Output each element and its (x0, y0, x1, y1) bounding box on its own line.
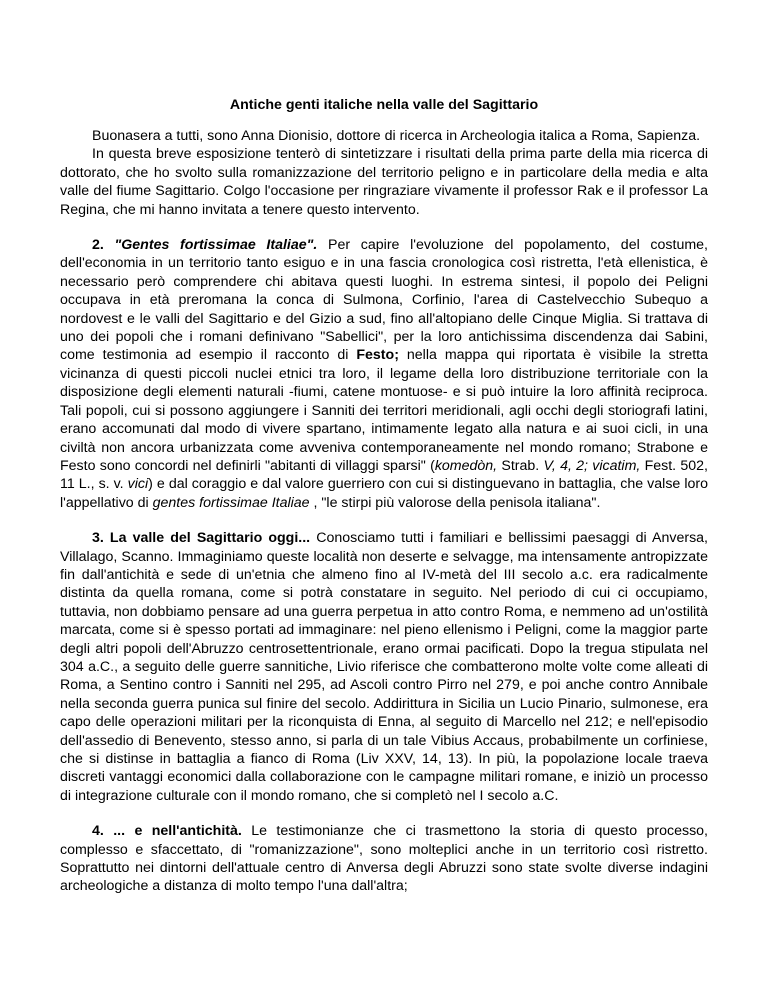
section-2-text-2: nella mappa qui riportata è visibile la stretta vicinanza di questi piccoli nuclei etnici tra loro, il legame della loro distribuzione territoriale con la disposizione degli elementi naturali -fiumi, catene montuose- e si può intuire la loro affinità reciproca. Tali popoli, cui si possono aggiungere i Sanniti dei territori meridionali, agli occhi degli storiografi latini, erano accomunati dal modo di vivere spartano, intimamente legato alla natura e ai suoi cicli, in una civiltà non ancora urbanizzata come avveniva contemporaneamente nel mondo romano; Strabone e Festo sono concordi nel definirli "abitanti di villaggi sparsi" ( (60, 347, 708, 474)
komedon-term: komedòn, (434, 457, 498, 474)
festo-emphasis: Festo; (356, 347, 399, 364)
document-title: Antiche genti italiche nella valle del Sagittario (229, 97, 539, 113)
section-2-text-5: ) e dal coraggio e dal valore guerriero con cui si distinguevano in battaglia, che valse loro l'appellativo di (60, 476, 708, 511)
strabo-reference: V, 4, 2; vicatim, (543, 457, 641, 474)
intro-paragraph-1: Buonasera a tutti, sono Anna Dionisio, dottore di ricerca in Archeologia italica a Roma, Sapienza. (92, 128, 701, 144)
section-4-heading: 4. ... e nell'antichità. (92, 823, 242, 840)
gentes-term: gentes fortissimae Italiae (152, 494, 310, 511)
intro-paragraph-2: In questa breve esposizione tenterò di sintetizzare i risultati della prima parte della mia ricerca di dottorato, che ho svolto sulla romanizzazione del territorio peligno e in particolare della media e alta valle del fiume Sagittario. Colgo l'occasione per ringraziare vivamente il professor Rak e il professor La Regina, che mi hanno invitata a tenere questo intervento. (60, 146, 708, 218)
section-2-paragraph (60, 236, 708, 512)
section-4-paragraph (60, 822, 708, 896)
section-2-text-4: Fest. 502, 11 L., s. v. (60, 457, 708, 493)
section-3-heading: 3. La valle del Sagittario oggi... (92, 530, 311, 547)
section-2-number: 2. (92, 237, 115, 254)
section-3-text: Conosciamo tutti i familiari e bellissimi paesaggi di Anversa, Villalago, Scanno. Immaginiamo queste località non deserte e selvagge, ma intensamente antropizzate fin dall'antichità e sede di un'etnia che almeno fino al IV-metà del III secolo a.c. era radicalmente distinta da quella romana, come si potrà constatare in seguito. Nel periodo di cui ci occupiamo, tuttavia, non dobbiamo pensare ad una guerra perpetua in atto contro Roma, e nemmeno ad un'ostilità marcata, come si è spesso portati ad immaginare: nel pieno ellenismo i Peligni, come la maggior parte degli altri popoli dell'Abruzzo centrosettentrionale, erano ormai pacificati. Dopo la tregua stipulata nel 304 a.C., a seguito delle guerre sannitiche, Livio riferisce che combatterono molte volte come alleati di Roma, a Sentino contro i Sanniti nel 295, ad Ascoli contro Pirro nel 279, e poi anche contro Annibale nella seconda guerra punica sul finire del secolo. Addirittura in Sicilia un Lucio Pinario, sulmonese, era capo delle operazioni militari per la riconquista di Enna, al seguito di Marcello nel 212; e nell'episodio dell'assedio di Benevento, stesso anno, si parla di un tale Vibius Accaus, probabilmente un corfiniese, che si distinse in battaglia a fianco di Roma (Liv XXV, 14, 13). In più, la popolazione locale traeva discreti vantaggi economici dalla collaborazione con le campagne militari romane, e iniziò un processo di integrazione culturale con il mondo romano, che si completò nel I secolo a.C. (60, 530, 708, 804)
section-2-text-1: Per capire l'evoluzione del popolamento, del costume, dell'economia in un territorio tanto esiguo e in una fascia cronologica così ristretta, l'età ellenistica, è necessario però comprendere chi abitava questi luoghi. In estrema sintesi, il popolo dei Peligni occupava in età preromana la conca di Sulmona, Corfinio, l'area di Castelvecchio Subequo a nordovest e le valli del Sagittario e del Gizio a sud, fino all'altopiano delle Cinque Miglia. Si trattava di uno dei popoli che i romani definivano "Sabellici", per la loro antichissima discendenza dai Sabini, come testimonia ad esempio il racconto di (60, 237, 708, 364)
section-2-text-6: , "le stirpi più valorose della penisola italiana". (309, 494, 601, 511)
section-3-paragraph (60, 529, 708, 805)
vici-term: vici (127, 476, 149, 493)
document-page (60, 96, 708, 896)
section-2-text-3: Strab. (497, 457, 544, 474)
section-4-text: Le testimonianze che ci trasmettono la storia di questo processo, complesso e sfaccettato, di "romanizzazione", sono molteplici anche in un territorio così ristretto. Soprattutto nei dintorni dell'attuale centro di Anversa degli Abruzzi sono state svolte diverse indagini archeologiche a distanza di molto tempo l'una dall'altra; (60, 823, 708, 895)
section-2-heading: "Gentes fortissimae Italiae". (114, 237, 318, 254)
